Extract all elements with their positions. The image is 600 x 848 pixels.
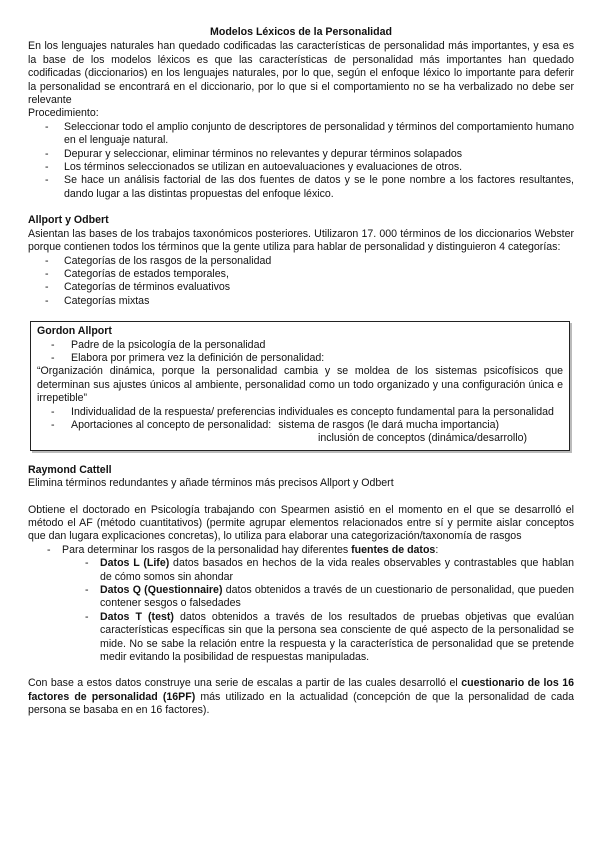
gordon-item: - Padre de la psicología de la personalidad xyxy=(37,339,563,352)
contributions-label: - Aportaciones al concepto de personalidad: xyxy=(71,418,272,431)
sources-colon: : xyxy=(435,543,439,556)
category-item: - Categorías mixtas xyxy=(28,295,574,308)
cattell-line: Elimina términos redundantes y añade términos más precisos Allport y Odbert xyxy=(28,477,394,490)
category-item: - Categorías de términos evaluativos xyxy=(28,281,574,294)
intro-paragraph: En los lenguajes naturales han quedado codificadas las características de personalidad más importantes, y esa es la base de los modelos léxicos es que las características de personalidad más importantes han quedado codificadas (diccionarios) en los lenguajes naturales, por lo que, según el enfoque léxico lo importante para deferir la personalidad se encontrará en el diccionario, por lo que si el comportamiento no se ha verbalizado no debe ser relevante xyxy=(28,40,574,107)
document-page xyxy=(28,26,574,718)
gordon-list xyxy=(37,339,563,366)
procedure-list xyxy=(28,121,574,201)
allport-odbert-paragraph: Asientan las bases de los trabajos taxonómicos posteriores. Utilizaron 17. 000 términos de los diccionarios Webster porque contienen todos los términos que la gente utiliza para hablar de personalidad y distinguieron 4 categorías: xyxy=(28,227,574,254)
gordon-item: - Individualidad de la respuesta/ preferencias individuales es concepto fundamental para la personalidad xyxy=(37,406,563,419)
cattell-heading: Raymond Cattell xyxy=(28,463,112,476)
sources-item xyxy=(28,544,574,557)
data-type-name: Datos L (Life) xyxy=(100,557,170,570)
allport-odbert-heading: Allport y Odbert xyxy=(28,214,109,227)
contribution-2: inclusión de conceptos (dinámica/desarrollo) xyxy=(318,432,528,445)
final-text-bold: cuestionario de los 16 factores de personalidad (16PF) xyxy=(28,677,574,703)
document-title: Modelos Léxicos de la Personalidad xyxy=(210,26,392,38)
gordon-list-2 xyxy=(37,406,563,446)
procedure-item: - Seleccionar todo el amplio conjunto de descriptores de personalidad y términos del comportamiento humano en el lenguaje natural. xyxy=(28,121,574,148)
data-type-item xyxy=(28,584,574,611)
data-type-name: Datos T (test) xyxy=(100,610,174,623)
sources-list xyxy=(28,544,574,557)
cattell-paragraph: Obtiene el doctorado en Psicología trabajando con Spearmen asistió en el momento en el que se desarrolló el método el AF (método cuantitativos) (permite agrupar elementos relacionados entre sí y permite aislar conceptos que dan lugara explicaciones concretas), lo utiliza para elaborar una categorización/taxonomía de rasgos xyxy=(28,503,574,543)
data-type-item xyxy=(28,557,574,584)
gordon-allport-box xyxy=(30,321,570,451)
data-type-text: datos basados en hechos de la vida reales observables y contrastables que hablan de cómo somos sin ahondar xyxy=(100,557,574,583)
final-text-pre: Con base a estos datos construye una serie de escalas a partir de las cuales desarrolló el xyxy=(28,677,462,690)
data-types-list xyxy=(28,557,574,664)
sources-bold: fuentes de datos xyxy=(351,543,436,556)
gordon-contributions-item xyxy=(37,419,563,446)
categories-list xyxy=(28,255,574,309)
procedure-item: - Depurar y seleccionar, eliminar términos no relevantes y depurar términos solapados xyxy=(28,148,574,161)
procedure-item: - Los términos seleccionados se utilizan en autoevaluaciones y evaluaciones de otros. xyxy=(28,161,574,174)
procedure-item: - Se hace un análisis factorial de las dos fuentes de datos y se le pone nombre a los factores resultantes, dando lugar a las distintas propuestas del enfoque léxico. xyxy=(28,174,574,201)
personality-definition-quote: “Organización dinámica, porque la personalidad cambia y se moldea de los sistemas psicofísicos que determinan sus ajustes únicos al ambiente, personalidad como un todo organizado y una configuración única e irrepetible” xyxy=(37,365,563,405)
data-type-item xyxy=(28,611,574,665)
final-text-post: más utilizado en la actualidad (concepción de que la personalidad de cada persona se basaba en en 16 factores). xyxy=(28,690,574,717)
contribution-1: sistema de rasgos (le dará mucha importancia) xyxy=(278,418,500,431)
category-item: - Categorías de estados temporales, xyxy=(28,268,574,281)
sources-text: Para determinar los rasgos de la personalidad hay diferentes xyxy=(62,543,352,556)
data-type-text: datos obtenidos a través de un cuestionario de personalidad, que pueden contener sesgos o falsedades xyxy=(100,584,574,610)
data-type-name: Datos Q (Questionnaire) xyxy=(100,584,223,597)
category-item: - Categorías de los rasgos de la personalidad xyxy=(28,255,574,268)
gordon-item: - Elabora por primera vez la definición de personalidad: xyxy=(37,352,563,365)
procedure-label: Procedimiento: xyxy=(28,107,99,120)
data-type-text: datos obtenidos a través de los resultados de pruebas objetivas que evalúan características específicas sin que la persona sea consciente de qué aspecto de la personalidad se mide. No se sabe la relación entre la respuesta y la característica de personalidad que se pretende medir evitando la posibilidad de respuestas manipuladas. xyxy=(100,610,574,664)
gordon-allport-heading: Gordon Allport xyxy=(37,325,112,338)
final-paragraph xyxy=(28,677,574,717)
